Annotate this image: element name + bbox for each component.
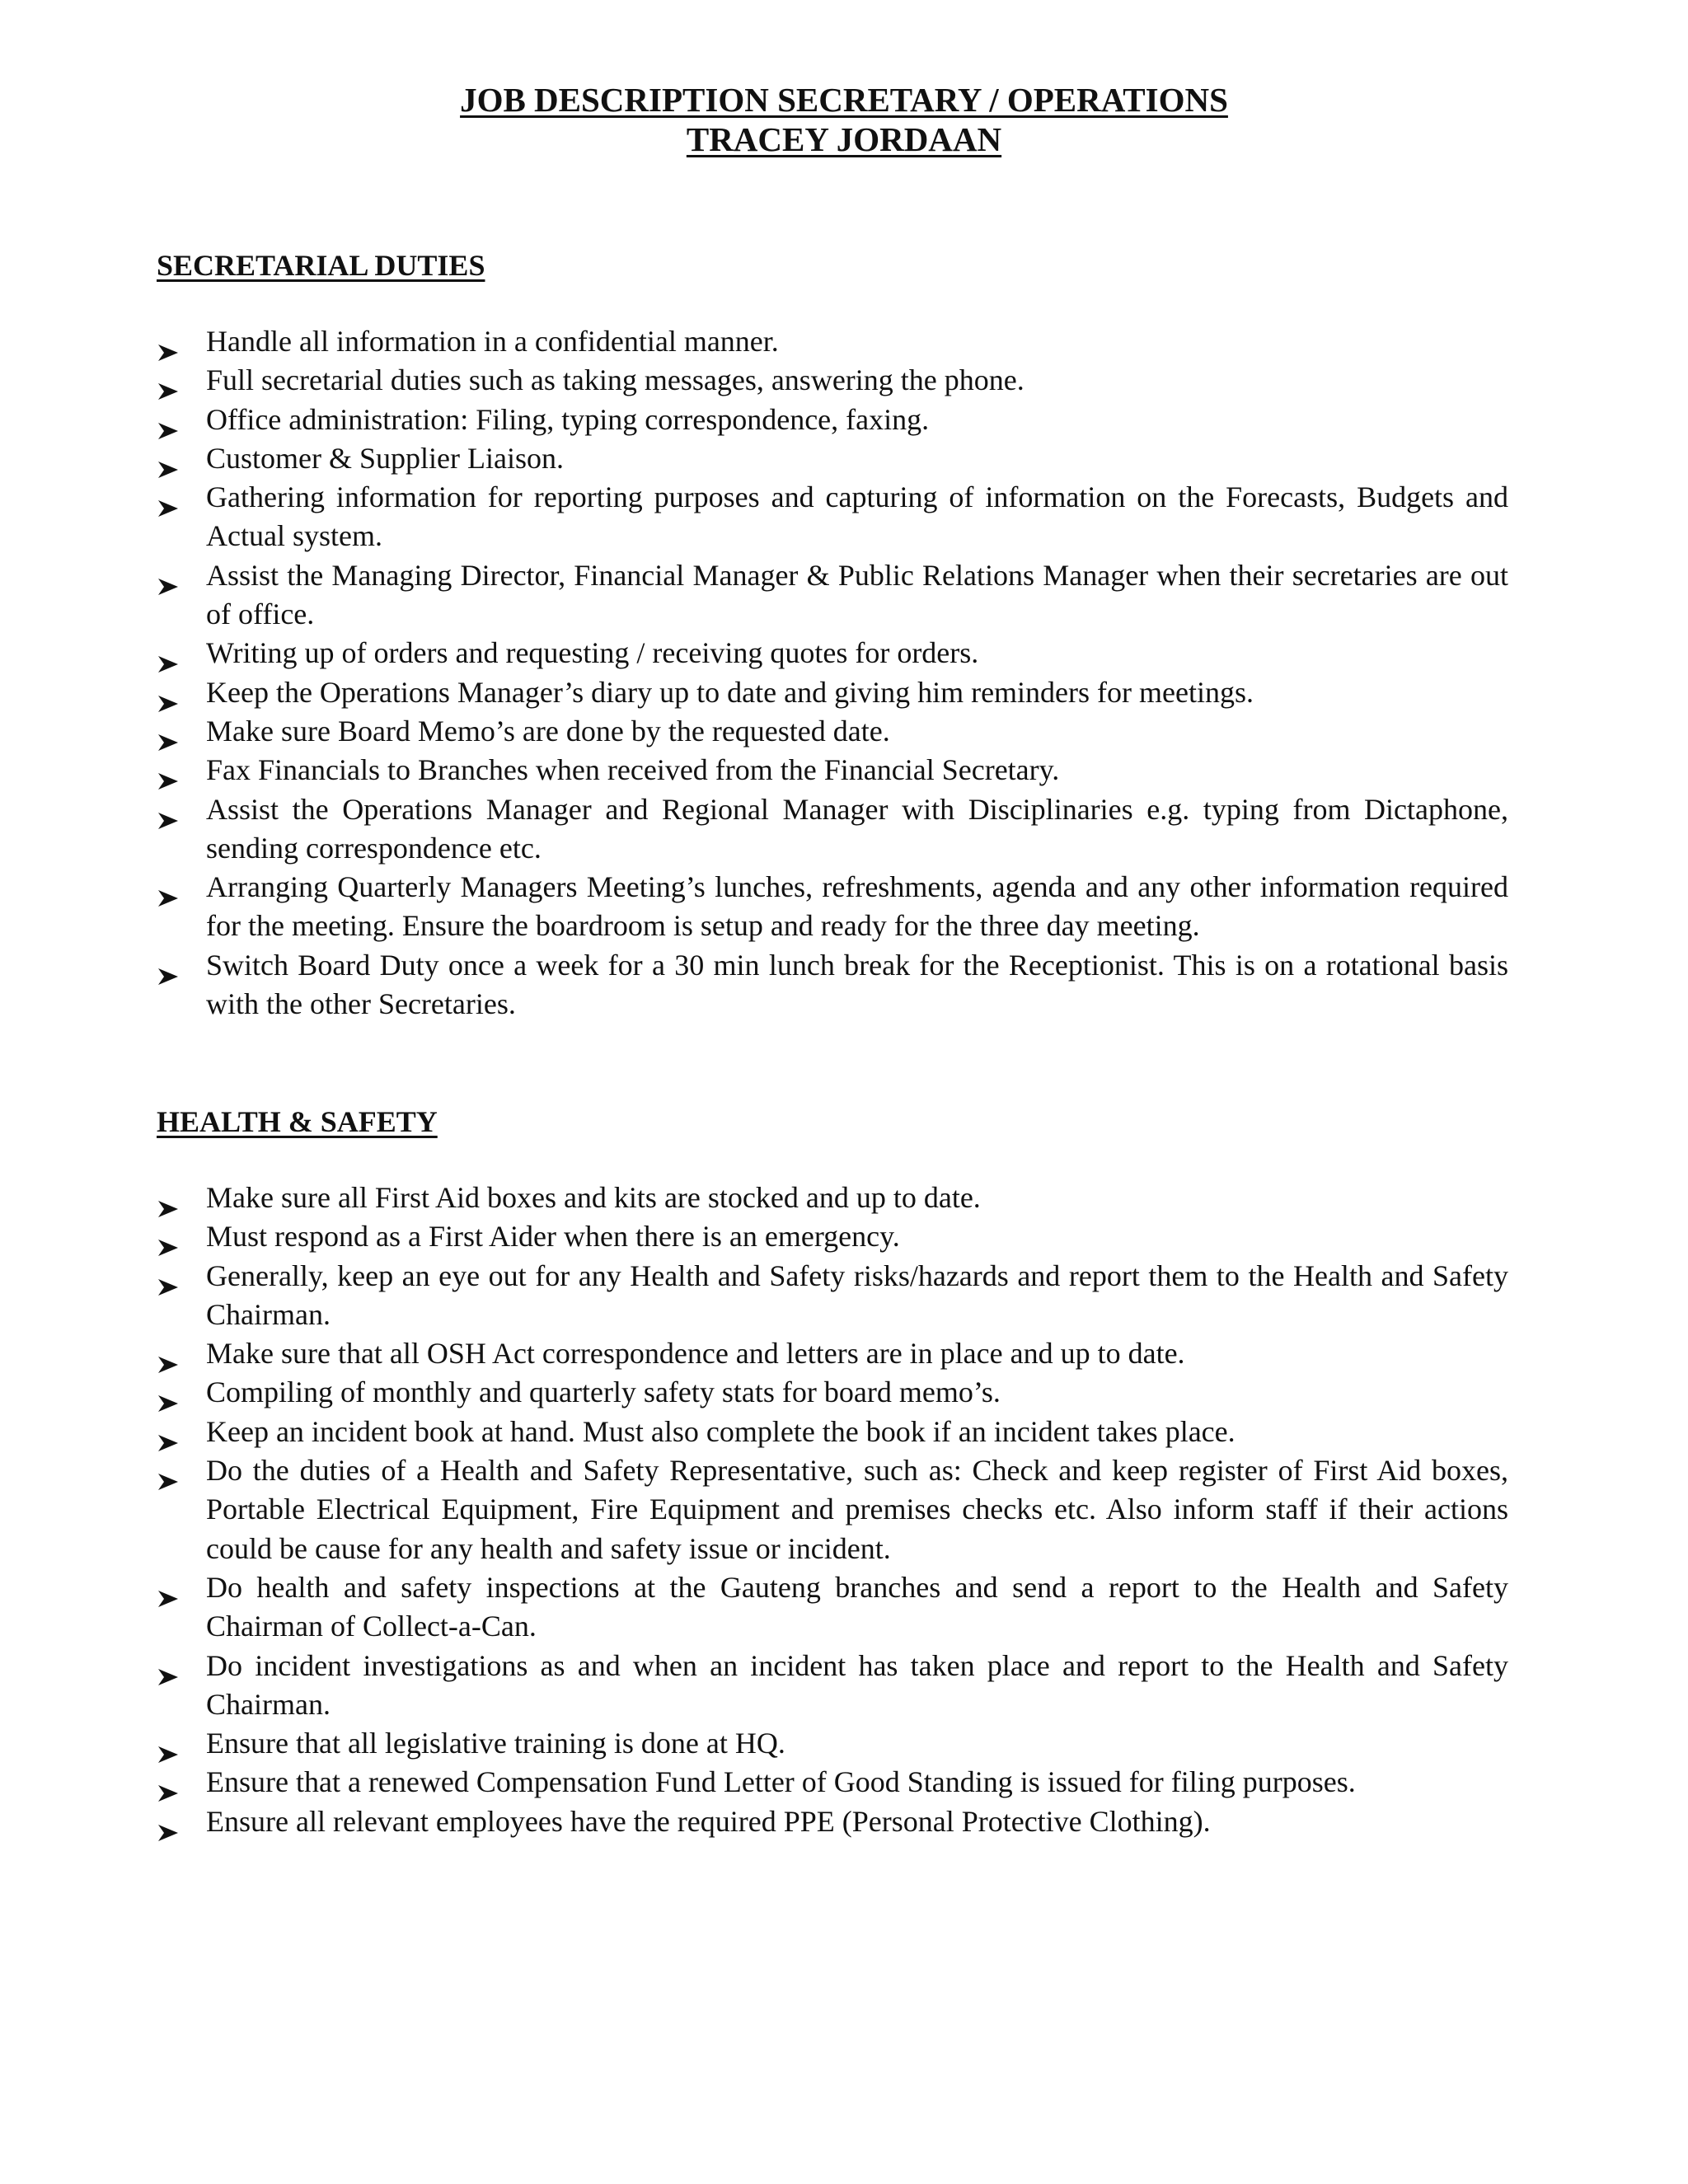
list-item-text: Must respond as a First Aider when there is an emergency. [206,1220,900,1254]
list-item-text: Full secretarial duties such as taking messages, answering the phone. [206,363,1025,397]
arrowhead-bullet-icon [157,489,179,507]
arrowhead-bullet-icon [157,684,179,702]
arrowhead-bullet-icon [157,762,179,780]
arrowhead-bullet-icon [157,1735,179,1753]
arrowhead-bullet-icon [157,801,179,819]
list-item-text: Ensure all relevant employees have the required PPE (Personal Protective Clothing). [206,1804,1211,1838]
arrowhead-bullet-icon [157,372,179,390]
title-line-2 [0,120,1688,159]
arrowhead-bullet-icon [157,333,179,351]
list-item-text: Assist the Managing Director, Financial Manager & Public Relations Manager when their secretaries are out of office. [206,558,1508,631]
title-line-1-text: JOB DESCRIPTION SECRETARY / OPERATIONS [460,81,1228,119]
list-item-text: Keep the Operations Manager’s diary up to date and giving him reminders for meetings. [206,675,1254,709]
list-item-text: Do health and safety inspections at the Gauteng branches and send a report to the Health and Safety Chairman of Collect-a-Can. [206,1570,1508,1643]
list-item [157,439,1508,478]
list-item-text: Do incident investigations as and when an incident has taken place and report to the Health and Safety Chairman. [206,1648,1508,1721]
list-item [157,556,1508,635]
list-item-text: Compiling of monthly and quarterly safety stats for board memo’s. [206,1376,1001,1409]
list-item [157,751,1508,790]
list-item [157,673,1508,712]
list-item [157,1413,1508,1451]
bullet-list [157,322,1508,1024]
arrowhead-bullet-icon [157,957,179,975]
section-heading: SECRETARIAL DUTIES [157,249,485,282]
list-item [157,1334,1508,1373]
title-line-1 [0,80,1688,120]
list-item [157,478,1508,556]
arrowhead-bullet-icon [157,644,179,663]
list-item-text: Generally, keep an eye out for any Health and Safety risks/hazards and report them to the Health and Safety Chairman. [206,1258,1508,1331]
list-item [157,1568,1508,1647]
list-item-text: Make sure that all OSH Act correspondence and letters are in place and up to date. [206,1337,1185,1371]
list-item [157,946,1508,1024]
list-item-text: Arranging Quarterly Managers Meeting’s lunches, refreshments, agenda and any other information required for the meeting. Ensure the boardroom is setup and ready for the three day meeting. [206,870,1508,943]
list-item-text: Do the duties of a Health and Safety Representative, such as: Check and keep register of First Aid boxes, Portable Electrical Equipment, Fire Equipment and premises checks etc. Also inform staff if their actions could be cause for any health and safety issue or incident. [206,1454,1508,1565]
arrowhead-bullet-icon [157,1228,179,1246]
list-item-text: Handle all information in a confidential manner. [206,325,779,358]
list-item [157,1179,1508,1217]
list-item-text: Ensure that a renewed Compensation Fund Letter of Good Standing is issued for filing purposes. [206,1765,1356,1799]
document-title [0,80,1688,159]
arrowhead-bullet-icon [157,1579,179,1597]
arrowhead-bullet-icon [157,450,179,468]
list-item [157,361,1508,400]
list-item-text: Ensure that all legislative training is done at HQ. [206,1727,785,1760]
list-item-text: Assist the Operations Manager and Regional Manager with Disciplinaries e.g. typing from Dictaphone, sending correspondence etc. [206,792,1508,865]
list-item-text: Make sure all First Aid boxes and kits are stocked and up to date. [206,1181,981,1214]
list-item [157,1373,1508,1412]
list-item [157,1724,1508,1763]
list-item [157,790,1508,869]
list-item-text: Gathering information for reporting purposes and capturing of information on the Forecasts, Budgets and Actual system. [206,480,1508,553]
list-item [157,712,1508,751]
arrowhead-bullet-icon [157,1657,179,1675]
section-secretarial-duties [157,246,1508,1024]
arrowhead-bullet-icon [157,1462,179,1480]
list-item [157,1451,1508,1568]
list-item [157,1647,1508,1725]
list-item [157,1802,1508,1841]
list-item [157,1763,1508,1802]
arrowhead-bullet-icon [157,411,179,429]
list-item [157,322,1508,361]
list-item-text: Office administration: Filing, typing correspondence, faxing. [206,402,930,436]
arrowhead-bullet-icon [157,1268,179,1286]
section-heading: HEALTH & SAFETY [157,1105,438,1138]
arrowhead-bullet-icon [157,1345,179,1363]
arrowhead-bullet-icon [157,1813,179,1831]
list-item [157,868,1508,946]
arrowhead-bullet-icon [157,567,179,585]
list-item-text: Writing up of orders and requesting / receiving quotes for orders. [206,636,979,670]
arrowhead-bullet-icon [157,1189,179,1207]
title-line-2-text: TRACEY JORDAAN [686,120,1002,158]
list-item-text: Fax Financials to Branches when received from the Financial Secretary. [206,753,1060,787]
list-item-text: Make sure Board Memo’s are done by the requested date. [206,714,890,748]
list-item [157,1217,1508,1256]
list-item [157,1257,1508,1335]
list-item-text: Keep an incident book at hand. Must also complete the book if an incident takes place. [206,1414,1236,1448]
list-item-text: Customer & Supplier Liaison. [206,441,564,475]
arrowhead-bullet-icon [157,1423,179,1441]
section-health-and-safety [157,1102,1508,1841]
arrowhead-bullet-icon [157,723,179,741]
list-item-text: Switch Board Duty once a week for a 30 min lunch break for the Receptionist. This is on a rotational basis with the other Secretaries. [206,948,1508,1021]
arrowhead-bullet-icon [157,1774,179,1792]
list-item [157,634,1508,673]
arrowhead-bullet-icon [157,1384,179,1402]
bullet-list [157,1179,1508,1841]
list-item [157,401,1508,439]
arrowhead-bullet-icon [157,879,179,897]
